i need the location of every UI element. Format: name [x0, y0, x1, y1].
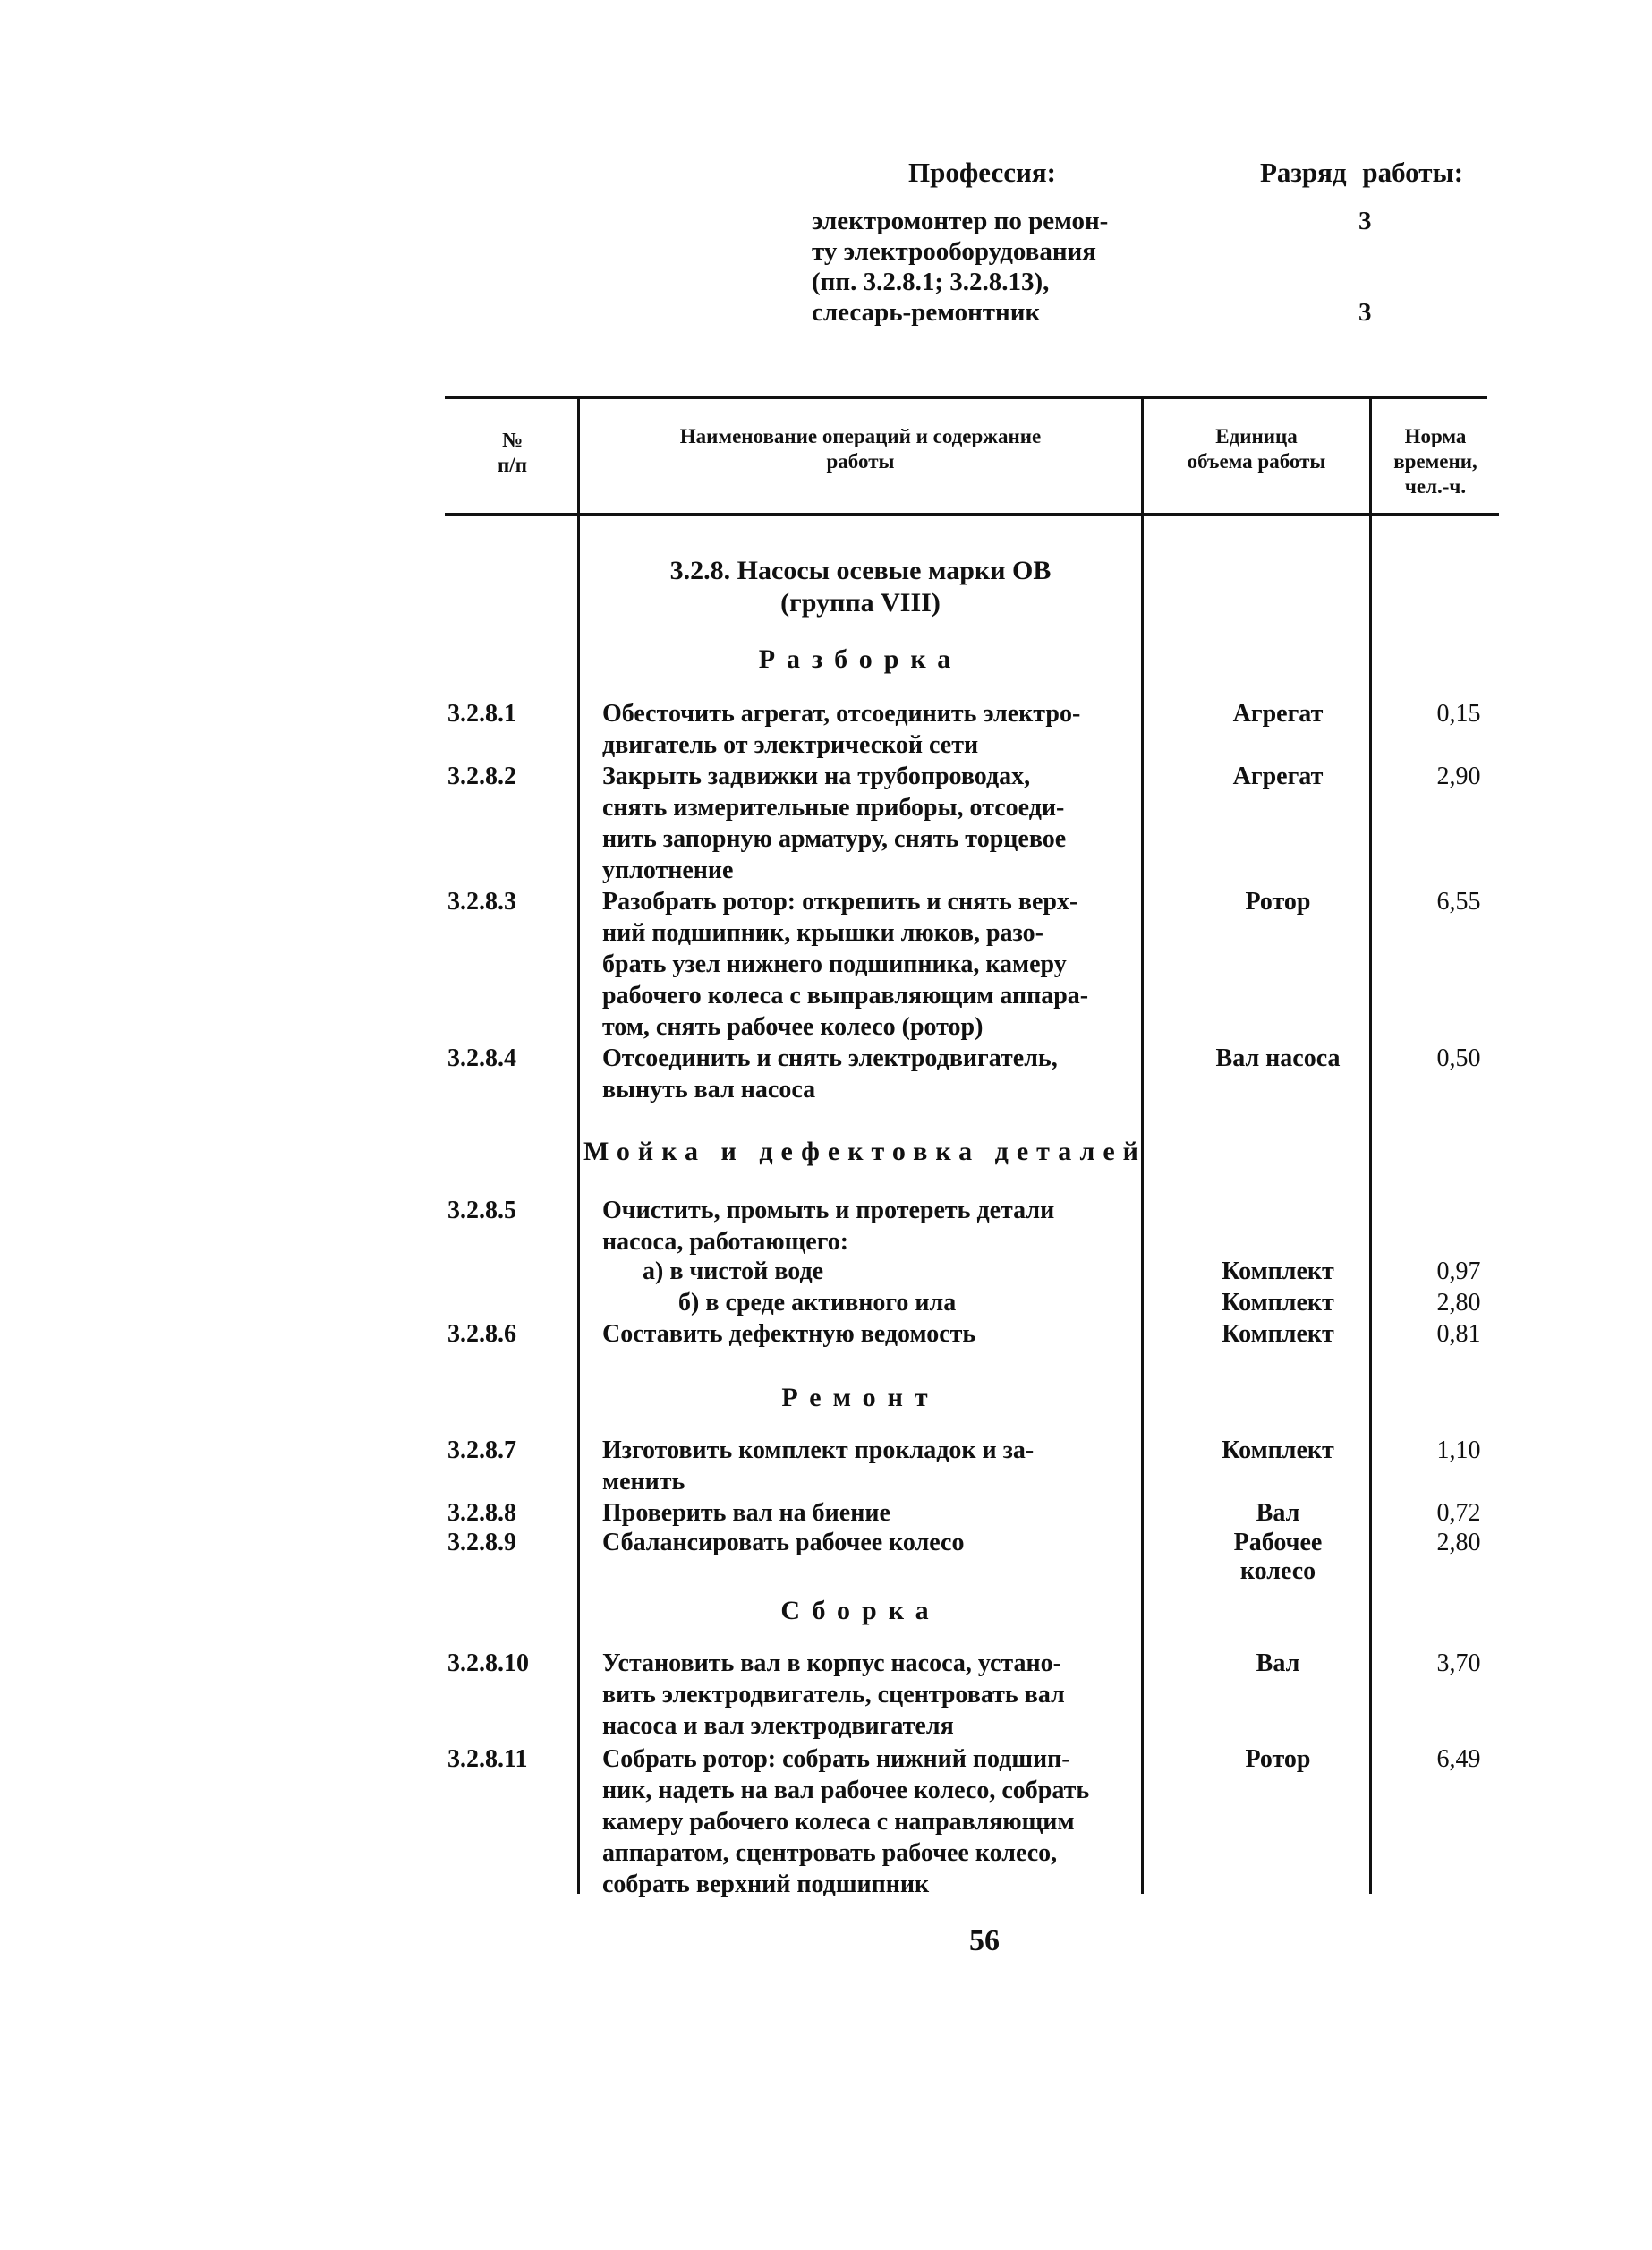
- desc-line: менить: [602, 1468, 685, 1496]
- desc-line: Очистить, промыть и протереть детали: [602, 1197, 1055, 1224]
- row-unit: Комплект: [1222, 1257, 1334, 1285]
- row-norm: 3,70: [1436, 1649, 1481, 1677]
- row-unit: Комплект: [1222, 1320, 1334, 1348]
- table-top-rule: [445, 396, 1487, 399]
- desc-line: насоса и вал электродвигателя: [602, 1712, 954, 1740]
- row-unit: Агрегат: [1232, 700, 1324, 728]
- profession-line: электромонтер по ремон-: [812, 207, 1109, 235]
- desc-line: снять измерительные приборы, отсоеди-: [602, 794, 1065, 822]
- desc-line: насоса, работающего:: [602, 1228, 849, 1256]
- column-header-operation: [580, 424, 1141, 474]
- desc-line: Собрать ротор: собрать нижний подшип-: [602, 1745, 1070, 1773]
- profession-line: слесарь-ремонтник: [812, 298, 1041, 327]
- grade-fitter: 3: [1358, 298, 1372, 327]
- row-norm: 0,81: [1436, 1320, 1481, 1348]
- unit-line: колесо: [1239, 1557, 1316, 1585]
- subsection-assembly: Сборка: [780, 1596, 941, 1625]
- row-norm: 0,50: [1436, 1044, 1481, 1072]
- row-number: 3.2.8.2: [447, 763, 516, 790]
- desc-line: аппаратом, сцентровать рабочее колесо,: [602, 1839, 1058, 1867]
- row-norm: 1,10: [1436, 1436, 1481, 1464]
- unit-line: Рабочее: [1233, 1529, 1323, 1556]
- desc-line: вить электродвигатель, сцентровать вал: [602, 1681, 1065, 1709]
- row-description: [602, 1318, 1150, 1350]
- row-unit: Вал: [1256, 1649, 1300, 1677]
- section-title-line: (группа VIII): [780, 588, 941, 618]
- row-norm: 6,49: [1436, 1745, 1481, 1773]
- row-description: [602, 886, 1150, 1043]
- subsection-disassembly: Разборка: [758, 644, 963, 674]
- header-line: Норма: [1404, 425, 1467, 447]
- row-norm: 0,72: [1436, 1499, 1481, 1527]
- grade-label: Разряд работы:: [1260, 157, 1464, 188]
- row-unit: [1166, 1529, 1390, 1586]
- desc-line: Установить вал в корпус насоса, устано-: [602, 1649, 1061, 1677]
- row-norm: 2,80: [1436, 1529, 1481, 1556]
- desc-line: Изготовить комплект прокладок и за-: [602, 1436, 1035, 1464]
- desc-line: уплотнение: [602, 857, 734, 884]
- header-line: объема работы: [1187, 450, 1326, 473]
- row-description: [602, 698, 1150, 761]
- row-norm: 2,80: [1436, 1289, 1481, 1317]
- row-norm: 6,55: [1436, 888, 1481, 916]
- row-description: [602, 1743, 1150, 1900]
- row-description: [602, 1527, 1150, 1558]
- row-number: 3.2.8.9: [447, 1529, 516, 1556]
- header-line: времени,: [1393, 450, 1477, 473]
- column-header-norm: [1372, 424, 1499, 499]
- row-number: 3.2.8.11: [447, 1745, 528, 1773]
- row-unit: Ротор: [1245, 888, 1311, 916]
- row-unit: Ротор: [1245, 1745, 1311, 1773]
- row-description: [602, 1648, 1150, 1742]
- row-number: 3.2.8.3: [447, 888, 516, 916]
- desc-line: Составить дефектную ведомость: [602, 1320, 976, 1348]
- desc-line: Сбалансировать рабочее колесо: [602, 1529, 965, 1556]
- grade-electrician: 3: [1358, 207, 1372, 235]
- profession-line: ту электрооборудования: [812, 237, 1096, 266]
- row-unit: Вал насоса: [1215, 1044, 1341, 1072]
- row-unit: Комплект: [1222, 1436, 1334, 1464]
- row-norm: 0,97: [1436, 1257, 1481, 1285]
- profession-label: Профессия:: [908, 157, 1056, 188]
- subsection-washing: Мойка и дефектовка деталей: [583, 1137, 1146, 1166]
- desc-line: Закрыть задвижки на трубопроводах,: [602, 763, 1031, 790]
- column-header-unit: [1144, 424, 1369, 474]
- row-description: [602, 761, 1150, 886]
- desc-line: ний подшипник, крышки люков, разо-: [602, 919, 1043, 947]
- row-description: [602, 1043, 1150, 1105]
- desc-line: том, снять рабочее колесо (ротор): [602, 1013, 984, 1041]
- profession-electrician: [812, 206, 1108, 297]
- section-title-line: 3.2.8. Насосы осевые марки ОВ: [669, 556, 1052, 585]
- desc-line: Разобрать ротор: открепить и снять верх-: [602, 888, 1078, 916]
- row-unit: Агрегат: [1232, 763, 1324, 790]
- header-line: Наименование операций и содержание: [679, 425, 1042, 447]
- column-header-number: [447, 428, 577, 478]
- row-description: [602, 1497, 1150, 1529]
- row-number: 3.2.8.8: [447, 1499, 516, 1527]
- row-description: [602, 1435, 1150, 1497]
- desc-line: ник, надеть на вал рабочее колесо, собрать: [602, 1777, 1090, 1804]
- desc-line: вынуть вал насоса: [602, 1076, 816, 1104]
- row-subitem: б) в среде активного ила: [678, 1289, 957, 1317]
- row-subitem: а) в чистой воде: [643, 1257, 824, 1285]
- row-number: 3.2.8.5: [447, 1197, 516, 1224]
- row-number: 3.2.8.10: [447, 1649, 529, 1677]
- desc-line: Проверить вал на биение: [602, 1499, 890, 1527]
- header-line: п/п: [498, 454, 527, 476]
- row-number: 3.2.8.6: [447, 1320, 516, 1348]
- section-title: [580, 555, 1141, 619]
- desc-line: Отсоединить и снять электродвигатель,: [602, 1044, 1058, 1072]
- page-number: 56: [969, 1924, 1000, 1957]
- header-line: Единица: [1215, 425, 1298, 447]
- desc-line: двигатель от электрической сети: [602, 731, 979, 759]
- desc-line: собрать верхний подшипник: [602, 1871, 930, 1898]
- row-number: 3.2.8.1: [447, 700, 516, 728]
- desc-line: Обесточить агрегат, отсоединить электро-: [602, 700, 1081, 728]
- row-description: [602, 1195, 1150, 1257]
- row-unit: Вал: [1256, 1499, 1300, 1527]
- table-header-rule: [445, 513, 1499, 516]
- header-line: №: [501, 429, 524, 451]
- row-unit: Комплект: [1222, 1289, 1334, 1317]
- desc-line: нить запорную арматуру, снять торцевое: [602, 825, 1067, 853]
- header-line: работы: [826, 450, 895, 473]
- subsection-repair: Ремонт: [781, 1383, 940, 1412]
- desc-line: рабочего колеса с выправляющим аппара-: [602, 982, 1089, 1010]
- column-divider-num: [577, 399, 580, 1894]
- profession-line: (пп. 3.2.8.1; 3.2.8.13),: [812, 268, 1050, 296]
- row-number: 3.2.8.4: [447, 1044, 516, 1072]
- row-number: 3.2.8.7: [447, 1436, 516, 1464]
- profession-fitter: [812, 297, 1040, 328]
- desc-line: камеру рабочего колеса с направляющим: [602, 1808, 1075, 1836]
- desc-line: брать узел нижнего подшипника, камеру: [602, 950, 1067, 978]
- header-line: чел.-ч.: [1404, 475, 1467, 498]
- row-norm: 0,15: [1436, 700, 1481, 728]
- row-norm: 2,90: [1436, 763, 1481, 790]
